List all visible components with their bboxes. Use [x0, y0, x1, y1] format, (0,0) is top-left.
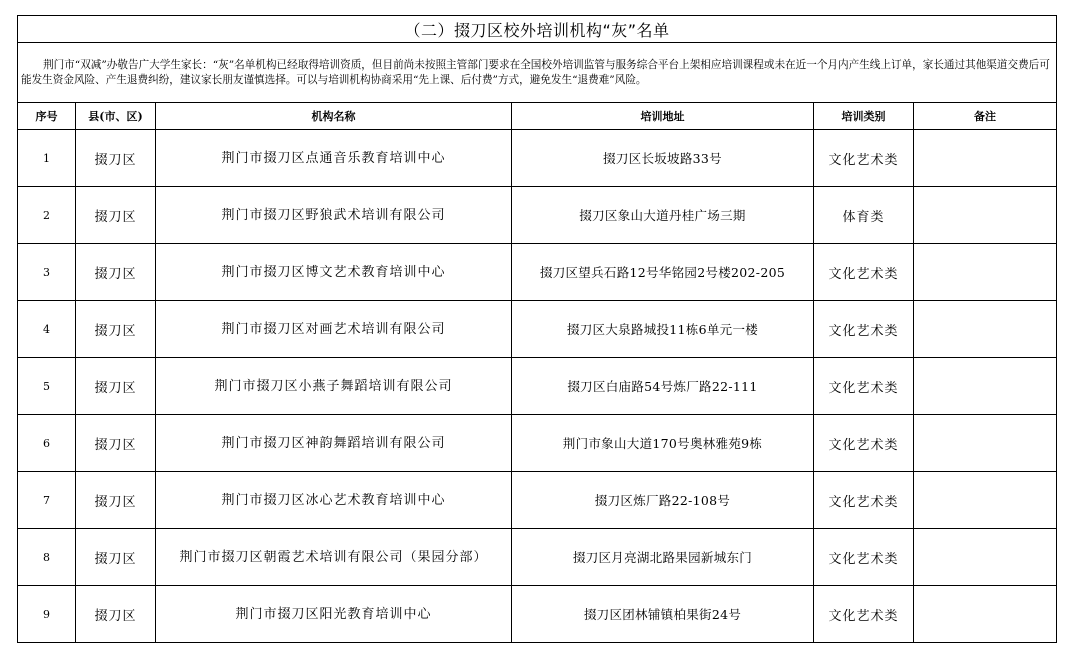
cell-institution-name: 荆门市掇刀区冰心艺术教育培训中心 [156, 472, 512, 529]
gray-list-table [17, 15, 1057, 643]
cell-category: 文化艺术类 [814, 244, 914, 301]
cell-address: 掇刀区大泉路城投11栋6单元一楼 [512, 301, 814, 358]
table-row [18, 244, 1057, 301]
cell-county: 掇刀区 [76, 130, 156, 187]
cell-county: 掇刀区 [76, 472, 156, 529]
col-header-seq: 序号 [18, 103, 76, 130]
cell-category: 文化艺术类 [814, 472, 914, 529]
table-row [18, 187, 1057, 244]
cell-institution-name: 荆门市掇刀区野狼武术培训有限公司 [156, 187, 512, 244]
col-header-category: 培训类别 [814, 103, 914, 130]
cell-seq: 9 [18, 586, 76, 643]
table-row [18, 358, 1057, 415]
cell-institution-name: 荆门市掇刀区阳光教育培训中心 [156, 586, 512, 643]
cell-county: 掇刀区 [76, 529, 156, 586]
cell-seq: 2 [18, 187, 76, 244]
cell-address: 掇刀区望兵石路12号华铭园2号楼202-205 [512, 244, 814, 301]
cell-category: 文化艺术类 [814, 301, 914, 358]
cell-remark [914, 244, 1057, 301]
cell-institution-name: 荆门市掇刀区对画艺术培训有限公司 [156, 301, 512, 358]
cell-remark [914, 187, 1057, 244]
cell-remark [914, 301, 1057, 358]
cell-address: 掇刀区白庙路54号炼厂路22-111 [512, 358, 814, 415]
cell-county: 掇刀区 [76, 244, 156, 301]
cell-seq: 8 [18, 529, 76, 586]
cell-category: 文化艺术类 [814, 586, 914, 643]
cell-remark [914, 529, 1057, 586]
cell-category: 体育类 [814, 187, 914, 244]
col-header-address: 培训地址 [512, 103, 814, 130]
table-row [18, 472, 1057, 529]
col-header-name: 机构名称 [156, 103, 512, 130]
cell-seq: 1 [18, 130, 76, 187]
table-row [18, 529, 1057, 586]
cell-institution-name: 荆门市掇刀区点通音乐教育培训中心 [156, 130, 512, 187]
table-row [18, 301, 1057, 358]
cell-address: 荆门市象山大道170号奥林雅苑9栋 [512, 415, 814, 472]
gray-list-sheet [17, 15, 1056, 643]
cell-category: 文化艺术类 [814, 529, 914, 586]
header-row [18, 103, 1057, 130]
cell-seq: 6 [18, 415, 76, 472]
cell-remark [914, 586, 1057, 643]
cell-address: 掇刀区长坂坡路33号 [512, 130, 814, 187]
cell-county: 掇刀区 [76, 358, 156, 415]
cell-address: 掇刀区象山大道丹桂广场三期 [512, 187, 814, 244]
cell-address: 掇刀区炼厂路22-108号 [512, 472, 814, 529]
cell-institution-name: 荆门市掇刀区博文艺术教育培训中心 [156, 244, 512, 301]
notice-row [18, 43, 1057, 103]
table-row [18, 415, 1057, 472]
title-row [18, 16, 1057, 43]
cell-county: 掇刀区 [76, 301, 156, 358]
cell-remark [914, 130, 1057, 187]
cell-category: 文化艺术类 [814, 415, 914, 472]
col-header-county: 县(市、区) [76, 103, 156, 130]
cell-remark [914, 415, 1057, 472]
cell-institution-name: 荆门市掇刀区神韵舞蹈培训有限公司 [156, 415, 512, 472]
cell-category: 文化艺术类 [814, 358, 914, 415]
cell-institution-name: 荆门市掇刀区小燕子舞蹈培训有限公司 [156, 358, 512, 415]
cell-county: 掇刀区 [76, 586, 156, 643]
cell-seq: 4 [18, 301, 76, 358]
cell-institution-name: 荆门市掇刀区朝霞艺术培训有限公司（果园分部） [156, 529, 512, 586]
table-row [18, 130, 1057, 187]
table-row [18, 586, 1057, 643]
cell-seq: 5 [18, 358, 76, 415]
cell-category: 文化艺术类 [814, 130, 914, 187]
cell-address: 掇刀区月亮湖北路果园新城东门 [512, 529, 814, 586]
cell-seq: 3 [18, 244, 76, 301]
notice-cell [18, 43, 1057, 103]
notice-text: 荆门市“双减”办敬告广大学生家长：“灰”名单机构已经取得培训资质，但目前尚未按照主管部门要求在全国校外培训监管与服务综合平台上架相应培训课程或未在近一个月内产生线上订单，家长通过其他渠道交费后可能发生资金风险、产生退费纠纷，建议家长朋友谨慎选择。可以与培训机构协商采用“先上课、后付费”方式，避免发生“退费难”风险。 [21, 58, 1050, 86]
cell-remark [914, 358, 1057, 415]
cell-seq: 7 [18, 472, 76, 529]
cell-county: 掇刀区 [76, 187, 156, 244]
cell-county: 掇刀区 [76, 415, 156, 472]
col-header-remark: 备注 [914, 103, 1057, 130]
cell-address: 掇刀区团林铺镇柏果街24号 [512, 586, 814, 643]
cell-remark [914, 472, 1057, 529]
table-title: （二）掇刀区校外培训机构“灰”名单 [18, 16, 1057, 43]
